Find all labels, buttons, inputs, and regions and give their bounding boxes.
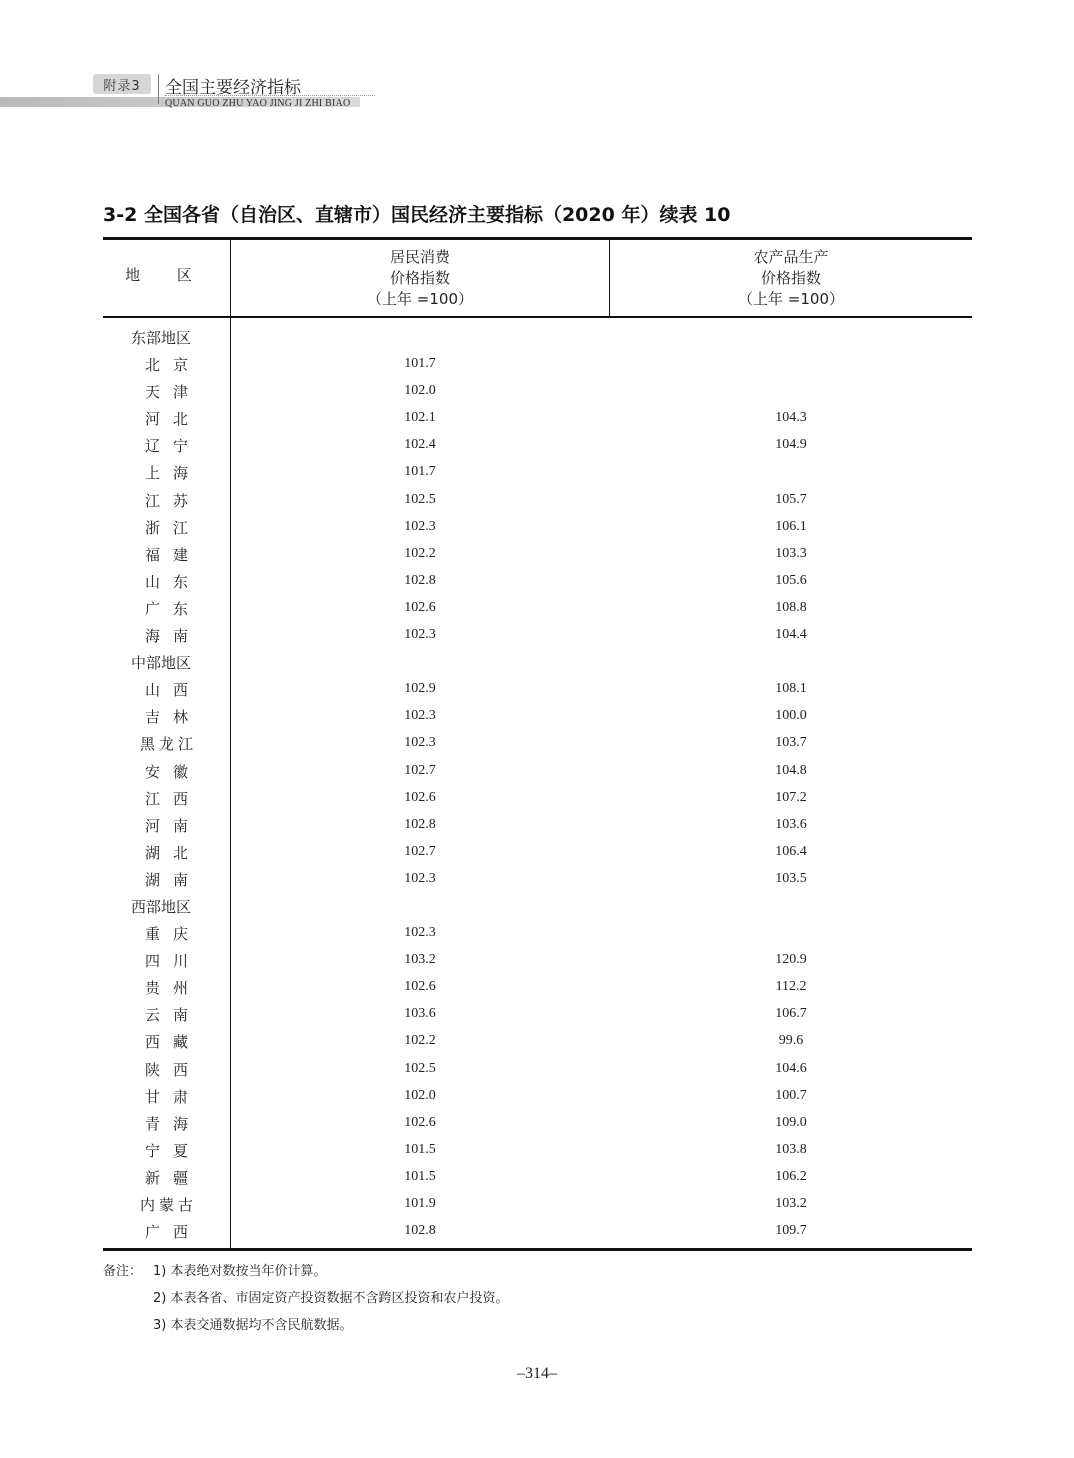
region-cell <box>103 1086 230 1107</box>
cpi-header-line: 价格指数 <box>389 269 450 287</box>
region-cell <box>103 733 230 754</box>
table-row <box>103 595 972 622</box>
ppi-cell: 108.8 <box>775 599 807 615</box>
ppi-cell: 106.1 <box>775 518 807 534</box>
region-cell <box>103 679 230 700</box>
table-row <box>103 1191 972 1218</box>
region-label: 浙江 <box>144 518 201 537</box>
table-top-rule <box>103 237 972 240</box>
region-label: 西藏 <box>144 1033 201 1052</box>
table-header-rule <box>103 316 972 318</box>
region-label: 贵州 <box>144 979 201 998</box>
cpi-cell: 102.6 <box>404 789 436 805</box>
table-row <box>103 378 972 405</box>
table-row <box>103 1137 972 1164</box>
table-group-row <box>103 893 972 920</box>
table-row <box>103 622 972 649</box>
region-label: 辽宁 <box>144 437 201 456</box>
ppi-header-line: 价格指数 <box>760 269 821 287</box>
table-row <box>103 758 972 785</box>
table-row <box>103 730 972 757</box>
table-row <box>103 974 972 1001</box>
table-bottom-rule <box>103 1248 972 1251</box>
table-row <box>103 405 972 432</box>
region-label: 湖北 <box>144 843 201 862</box>
cpi-cell: 102.3 <box>404 627 436 643</box>
region-cell <box>103 408 230 429</box>
table-row <box>103 785 972 812</box>
cpi-cell: 102.3 <box>404 735 436 751</box>
region-label: 青海 <box>144 1114 201 1133</box>
ppi-cell: 104.6 <box>775 1060 807 1076</box>
cpi-cell: 101.9 <box>404 1196 436 1211</box>
ppi-cell: 106.2 <box>775 1168 807 1184</box>
ppi-cell: 112.2 <box>775 979 807 995</box>
ppi-cell: 103.5 <box>775 870 807 886</box>
header-divider <box>158 74 159 104</box>
region-label: 云南 <box>144 1006 201 1025</box>
table-row <box>103 1001 972 1028</box>
ppi-cell: 103.7 <box>775 735 807 751</box>
ppi-header-line: （上年 =100） <box>738 290 844 308</box>
note-item: 3) 本表交通数据均不含民航数据。 <box>153 1318 353 1333</box>
region-label: 河北 <box>144 410 201 429</box>
region-cell <box>103 381 230 402</box>
ppi-cell: 103.8 <box>775 1141 807 1157</box>
cpi-cell: 102.7 <box>404 762 436 778</box>
ppi-cell: 103.2 <box>775 1196 807 1211</box>
table-row <box>103 514 972 541</box>
cpi-cell: 102.6 <box>404 599 436 615</box>
region-cell <box>103 706 230 727</box>
ppi-cell: 104.8 <box>775 762 807 778</box>
table-row <box>103 676 972 703</box>
table-group-row <box>103 649 972 676</box>
region-label: 广西 <box>144 1223 201 1242</box>
table-row <box>103 432 972 459</box>
region-label: 广东 <box>144 599 201 618</box>
table-body <box>103 324 972 1245</box>
region-cell <box>103 625 230 646</box>
region-cell <box>103 462 230 483</box>
cpi-cell: 102.8 <box>404 1223 436 1239</box>
cpi-cell: 102.8 <box>404 572 436 588</box>
region-label: 福建 <box>144 545 201 564</box>
cpi-cell: 101.7 <box>404 356 436 372</box>
ppi-cell: 99.6 <box>778 1033 804 1049</box>
cpi-cell: 101.7 <box>404 464 436 480</box>
cpi-cell: 103.6 <box>404 1006 436 1022</box>
table-row <box>103 866 972 893</box>
region-label: 山西 <box>144 681 201 700</box>
ppi-cell: 104.4 <box>775 627 807 643</box>
region-label: 北京 <box>144 356 201 375</box>
notes-lead: 备注： <box>103 1264 143 1279</box>
region-label: 安徽 <box>144 762 201 781</box>
table-title: 3-2 全国各省（自治区、直辖市）国民经济主要指标（2020 年）续表 10 <box>103 204 731 226</box>
ppi-cell: 106.7 <box>775 1006 807 1022</box>
cpi-cell: 102.3 <box>404 708 436 724</box>
cpi-cell: 102.7 <box>404 843 436 859</box>
column-header-ppi <box>610 247 972 310</box>
region-label: 湖南 <box>144 870 201 889</box>
region-cell <box>103 977 230 998</box>
region-cell <box>103 1194 230 1215</box>
table-row <box>103 812 972 839</box>
cpi-cell: 102.2 <box>404 1033 436 1049</box>
region-label: 甘肃 <box>144 1087 201 1106</box>
cpi-cell: 102.0 <box>404 383 436 399</box>
table-row <box>103 1110 972 1137</box>
table-row <box>103 920 972 947</box>
table-row <box>103 839 972 866</box>
ppi-cell: 106.4 <box>775 843 807 859</box>
region-label: 宁夏 <box>144 1141 201 1160</box>
region-cell <box>103 1221 230 1242</box>
region-cell <box>103 652 230 673</box>
cpi-header-line: 居民消费 <box>389 248 450 266</box>
region-cell <box>103 1113 230 1134</box>
region-label: 河南 <box>144 816 201 835</box>
cpi-cell: 102.9 <box>404 681 436 697</box>
table-row <box>103 1028 972 1055</box>
region-cell <box>103 923 230 944</box>
region-cell <box>103 950 230 971</box>
cpi-cell: 102.5 <box>404 1060 436 1076</box>
ppi-cell: 100.0 <box>775 708 807 724</box>
region-cell <box>103 354 230 375</box>
table-row <box>103 1083 972 1110</box>
cpi-header-line: （上年 =100） <box>367 290 473 308</box>
table-group-row <box>103 324 972 351</box>
table-row <box>103 947 972 974</box>
cpi-cell: 102.6 <box>404 979 436 995</box>
region-cell <box>103 435 230 456</box>
cpi-cell: 102.1 <box>404 410 436 426</box>
region-cell <box>103 544 230 565</box>
region-cell <box>103 896 230 917</box>
region-label: 西部地区 <box>131 897 192 916</box>
ppi-cell: 108.1 <box>775 681 807 697</box>
cpi-cell: 102.3 <box>404 518 436 534</box>
appendix-tag: 附录3 <box>93 74 151 94</box>
note-item: 1) 本表绝对数按当年价计算。 <box>153 1264 327 1279</box>
ppi-cell: 109.0 <box>775 1114 807 1130</box>
column-header-region: 地 区 <box>125 266 208 284</box>
region-cell <box>103 571 230 592</box>
table-row <box>103 568 972 595</box>
ppi-cell: 104.3 <box>775 410 807 426</box>
region-cell <box>103 842 230 863</box>
region-cell <box>103 1059 230 1080</box>
cpi-cell: 101.5 <box>404 1168 436 1184</box>
cpi-cell: 102.0 <box>404 1087 436 1103</box>
region-label: 四川 <box>144 952 201 971</box>
region-cell <box>103 490 230 511</box>
running-header-subtitle: QUAN GUO ZHU YAO JING JI ZHI BIAO <box>165 98 351 109</box>
region-label: 上海 <box>144 464 201 483</box>
cpi-cell: 102.6 <box>404 1114 436 1130</box>
region-label: 江苏 <box>144 491 201 510</box>
ppi-cell: 104.9 <box>775 437 807 453</box>
table-row <box>103 487 972 514</box>
region-label: 新疆 <box>144 1168 201 1187</box>
region-label: 陕西 <box>144 1060 201 1079</box>
ppi-cell: 105.7 <box>775 491 807 507</box>
ppi-cell: 103.3 <box>775 545 807 561</box>
table-row <box>103 703 972 730</box>
region-cell <box>103 327 230 348</box>
ppi-cell: 100.7 <box>775 1087 807 1103</box>
cpi-cell: 103.2 <box>404 952 436 968</box>
region-label: 山东 <box>144 572 201 591</box>
table-row <box>103 459 972 486</box>
ppi-cell: 109.7 <box>775 1223 807 1239</box>
region-label: 内蒙古 <box>139 1196 197 1214</box>
running-header-title: 全国主要经济指标 <box>165 78 301 98</box>
region-label: 江西 <box>144 789 201 808</box>
region-cell <box>103 815 230 836</box>
cpi-cell: 102.4 <box>404 437 436 453</box>
region-cell <box>103 598 230 619</box>
region-cell <box>103 517 230 538</box>
cpi-cell: 102.5 <box>404 491 436 507</box>
ppi-cell: 120.9 <box>775 952 807 968</box>
region-cell <box>103 761 230 782</box>
table-row <box>103 351 972 378</box>
region-cell <box>103 1167 230 1188</box>
region-cell <box>103 1004 230 1025</box>
region-label: 中部地区 <box>131 654 192 673</box>
header-dotted-rule <box>165 95 375 96</box>
cpi-cell: 102.8 <box>404 816 436 832</box>
cpi-cell: 102.2 <box>404 545 436 561</box>
ppi-header-line: 农产品生产 <box>753 248 829 266</box>
note-item: 2) 本表各省、市固定资产投资数据不含跨区投资和农户投资。 <box>153 1291 509 1306</box>
ppi-cell: 103.6 <box>775 816 807 832</box>
region-label: 海南 <box>144 627 201 646</box>
region-cell <box>103 869 230 890</box>
region-cell <box>103 1031 230 1052</box>
page-number: –314– <box>517 1365 557 1382</box>
table-row <box>103 541 972 568</box>
notes <box>103 1258 508 1339</box>
table-row <box>103 1218 972 1245</box>
ppi-cell: 105.6 <box>775 572 807 588</box>
region-label: 天津 <box>144 383 201 402</box>
region-label: 吉林 <box>144 708 201 727</box>
cpi-cell: 102.3 <box>404 870 436 886</box>
table-row <box>103 1056 972 1083</box>
cpi-cell: 102.3 <box>404 925 436 941</box>
table-row <box>103 1164 972 1191</box>
region-label: 东部地区 <box>131 329 192 347</box>
ppi-cell: 107.2 <box>775 789 807 805</box>
region-cell <box>103 788 230 809</box>
region-label: 重庆 <box>144 925 201 944</box>
region-label: 黑龙江 <box>139 735 197 754</box>
region-cell <box>103 1140 230 1161</box>
cpi-cell: 101.5 <box>404 1141 436 1157</box>
column-header-cpi <box>231 247 609 310</box>
